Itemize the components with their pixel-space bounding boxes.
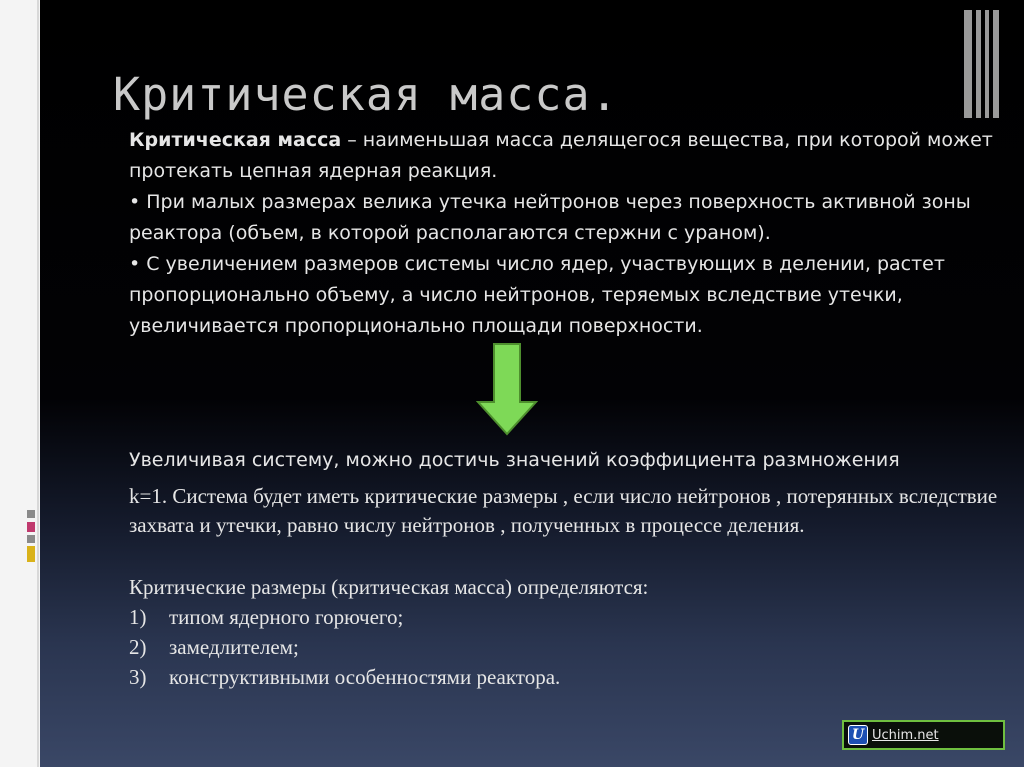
bullet-leakage: • При малых размерах велика утечка нейтронов через поверхность активной зоны реактора (объем, в которой располагаются стержни с ураном). xyxy=(129,191,971,244)
left-deco-bar-pink xyxy=(27,522,35,532)
slide-frame-line xyxy=(37,0,39,767)
bullet-size-increase: • С увеличением размеров системы число ядер, участвующих в делении, растет пропорционально объему, а число нейтронов, теряемых вследствие утечки, увеличивается пропорционально площади поверхности. xyxy=(129,253,945,337)
watermark-text[interactable]: Uchim.net xyxy=(872,727,939,743)
uchim-logo-icon: U xyxy=(848,725,868,745)
left-deco-bar-gray xyxy=(27,510,35,518)
slide-title: Критическая масса. xyxy=(113,68,619,121)
lower-paragraph-rest: k=1. Система будет иметь критические размеры , если число нейтронов , потерянных вследствие захвата и утечки, равно числу нейтронов , полученных в процессе деления. xyxy=(129,484,998,537)
critical-intro: Критические размеры (критическая масса) определяются: xyxy=(129,575,649,599)
list-item-text: замедлителем; xyxy=(169,635,299,659)
deco-bar-4 xyxy=(993,10,999,118)
list-item xyxy=(129,663,560,692)
deco-bar-3 xyxy=(985,10,989,118)
definition-term: Критическая масса xyxy=(129,129,342,151)
list-item-number: 2) xyxy=(129,635,147,659)
list-item xyxy=(129,633,299,662)
left-deco-bar-yellow xyxy=(27,546,35,562)
definition-text: – наименьшая масса делящегося вещества, при которой может протекать цепная ядерная реакция. xyxy=(129,129,993,182)
down-arrow-shape xyxy=(478,344,536,434)
lower-paragraph-first-line: Увеличивая систему, можно достичь значений коэффициента размножения xyxy=(129,449,900,471)
deco-bar-2 xyxy=(976,10,981,118)
list-item-text: типом ядерного горючего; xyxy=(169,605,404,629)
watermark-link[interactable] xyxy=(842,720,1005,750)
list-item-number: 1) xyxy=(129,605,147,629)
list-item xyxy=(129,603,403,632)
left-deco-bar-gray-2 xyxy=(27,535,35,543)
list-item-number: 3) xyxy=(129,665,147,689)
list-item-text: конструктивными особенностями реактора. xyxy=(169,665,561,689)
deco-bar-1 xyxy=(964,10,972,118)
definition-paragraph xyxy=(129,125,999,187)
down-arrow-icon xyxy=(476,342,538,436)
